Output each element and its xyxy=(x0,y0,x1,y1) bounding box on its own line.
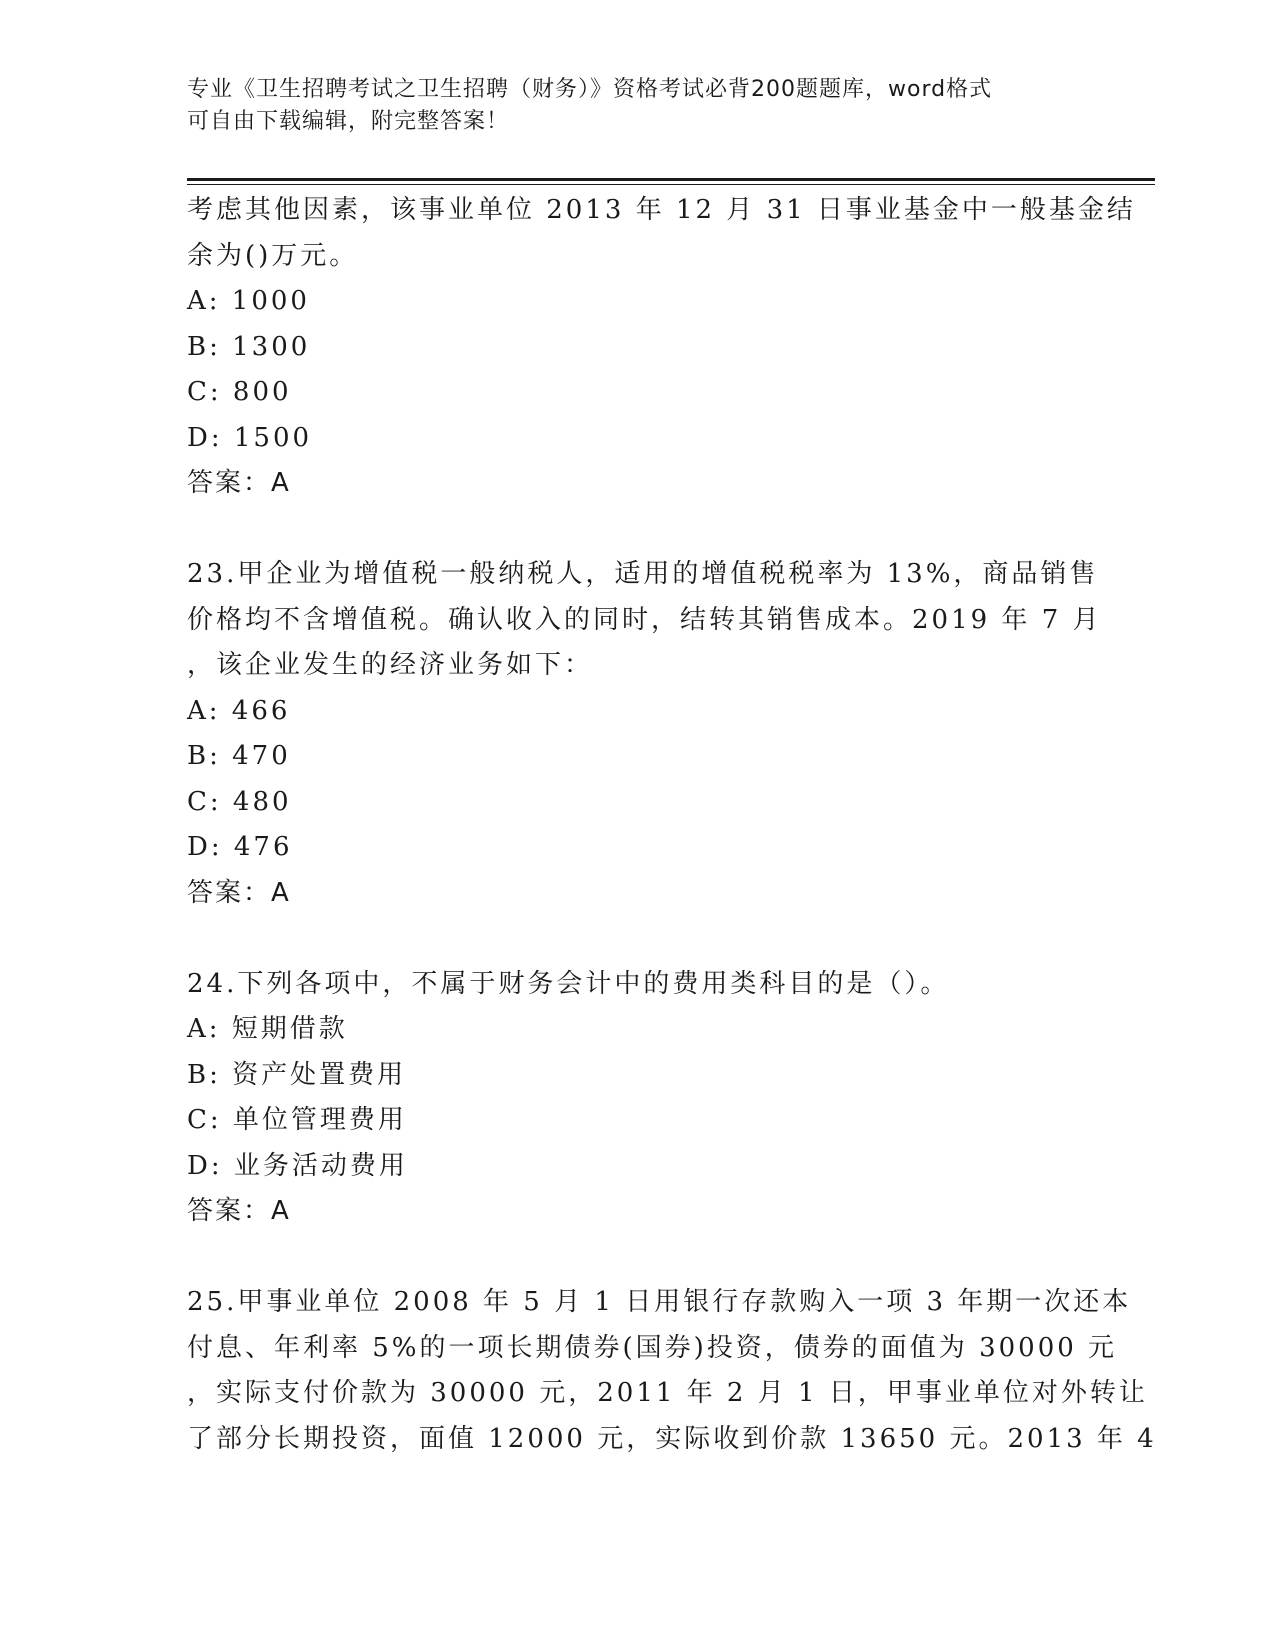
question-22 xyxy=(187,188,1136,507)
spacer xyxy=(187,507,1087,553)
question-24 xyxy=(187,962,1087,1235)
question-stem-line: 23.甲企业为增值税一般纳税人，适用的增值税税率为 13%，商品销售 xyxy=(187,559,1099,589)
option-a: A: 466 xyxy=(187,695,291,726)
question-list xyxy=(187,188,1157,1462)
question-stem-line: 付息、年利率 5%的一项长期债券(国券)投资，债券的面值为 30000 元 xyxy=(187,1332,1118,1363)
spacer xyxy=(187,1235,1087,1281)
option-d: D: 476 xyxy=(187,832,293,862)
answer-line: 答案：A xyxy=(187,877,291,908)
option-b: B: 470 xyxy=(187,741,291,771)
option-a: A: 短期借款 xyxy=(187,1014,348,1044)
question-25 xyxy=(187,1280,1157,1462)
option-b: B: 资产处置费用 xyxy=(187,1059,407,1090)
question-stem-line: 价格均不含增值税。确认收入的同时，结转其销售成本。2019 年 7 月 xyxy=(187,604,1102,635)
option-c: C: 单位管理费用 xyxy=(187,1105,407,1135)
answer-line: 答案：A xyxy=(187,468,291,498)
header-divider-thin xyxy=(187,184,1155,185)
question-stem-line: ，实际支付价款为 30000 元，2011 年 2 月 1 日，甲事业单位对外转让 xyxy=(187,1378,1148,1408)
question-stem-line: 24.下列各项中，不属于财务会计中的费用类科目的是（）。 xyxy=(187,968,950,999)
header-divider-thick xyxy=(187,178,1155,181)
option-c: C: 800 xyxy=(187,377,292,407)
option-b: B: 1300 xyxy=(187,331,311,362)
answer-line: 答案：A xyxy=(187,1196,291,1226)
question-stem-line: 25.甲事业单位 2008 年 5 月 1 日用银行存款购入一项 3 年期一次还本 xyxy=(187,1287,1132,1317)
option-a: A: 1000 xyxy=(187,286,310,316)
option-d: D: 业务活动费用 xyxy=(187,1150,408,1181)
question-23 xyxy=(187,552,1102,916)
option-d: D: 1500 xyxy=(187,422,313,453)
header-line-2: 可自由下载编辑，附完整答案！ xyxy=(187,109,510,134)
question-stem-line: ，该企业发生的经济业务如下： xyxy=(187,650,594,680)
spacer xyxy=(187,916,1087,962)
option-c: C: 480 xyxy=(187,786,292,817)
question-stem-line: 余为()万元。 xyxy=(187,240,359,271)
question-stem-line: 考虑其他因素，该事业单位 2013 年 12 月 31 日事业基金中一般基金结 xyxy=(187,195,1136,225)
document-header xyxy=(187,74,1067,138)
question-stem-line: 了部分长期投资，面值 12000 元，实际收到价款 13650 元。2013 年 4 xyxy=(187,1423,1157,1454)
header-line-1: 专业《卫生招聘考试之卫生招聘（财务）》资格考试必背200题题库，word格式 xyxy=(187,77,993,102)
